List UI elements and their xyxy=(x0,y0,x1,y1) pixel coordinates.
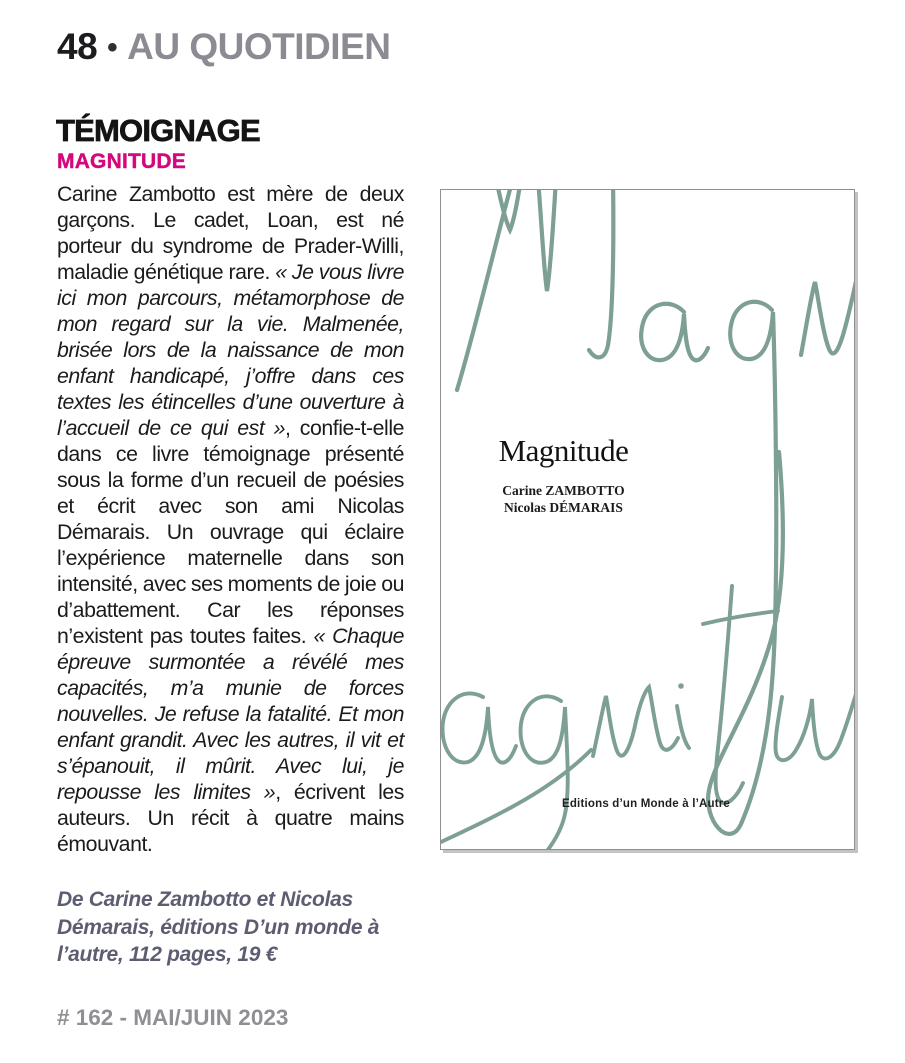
cover-authors xyxy=(471,482,656,516)
cover-author-1: Carine ZAMBOTTO xyxy=(502,483,625,498)
article-kicker: TÉMOIGNAGE xyxy=(56,113,260,148)
section-title: AU QUOTIDIEN xyxy=(127,26,391,67)
article-title: MAGNITUDE xyxy=(57,150,186,173)
article-body xyxy=(57,181,404,857)
book-cover xyxy=(440,189,855,850)
body-quote-segment: « Chaque épreuve surmontée a révélé mes capacités, m’a munie de forces nouvelles. Je refuse la fatalité. Et mon enfant grandit. Avec les autres, il vit et s’épanouit, il mûrit. Avec lui, je repousse les limites » xyxy=(57,624,405,804)
body-text-segment: , écrivent les auteurs. Un récit à quatre mains émouvant. xyxy=(57,780,404,856)
header-separator-dot: • xyxy=(107,31,118,64)
cover-title: Magnitude xyxy=(498,433,629,468)
page-header xyxy=(57,26,390,68)
cover-publisher: Editions d’un Monde à l’Autre xyxy=(561,798,731,810)
cover-author-2: Nicolas DÉMARAIS xyxy=(504,500,623,515)
book-credit-line: De Carine Zambotto et Nicolas Démarais, éditions D’un monde à l’autre, 112 pages, 19 € xyxy=(57,888,380,966)
page-number: 48 xyxy=(57,26,98,67)
body-text-segment: , confie-t-elle dans ce livre témoignage présenté sous la forme d’un recueil de poésies et écrit avec son ami Nicolas Démarais. Un ouvrage qui éclaire l’expérience maternelle dans son intensité, avec ses moments de joie ou d’abattement. Car les réponses n’existent pas toutes faites. xyxy=(57,416,404,648)
cover-script-lettering xyxy=(441,190,855,850)
cover-script-bottom xyxy=(441,586,855,850)
issue-line: # 162 - MAI/JUIN 2023 xyxy=(57,1005,289,1030)
body-text-segment: Carine Zambotto est mère de deux garçons. Le cadet, Loan, est né porteur du syndrome de Prader-Willi, maladie génétique rare. xyxy=(57,182,404,284)
body-quote-segment: « Je vous livre ici mon parcours, métamorphose de mon regard sur la vie. Malmenée, brisée lors de la naissance de mon enfant handicapé, j’offre dans ces textes les étincelles d’une ouverture à l’accueil de ce qui est » xyxy=(57,260,404,440)
